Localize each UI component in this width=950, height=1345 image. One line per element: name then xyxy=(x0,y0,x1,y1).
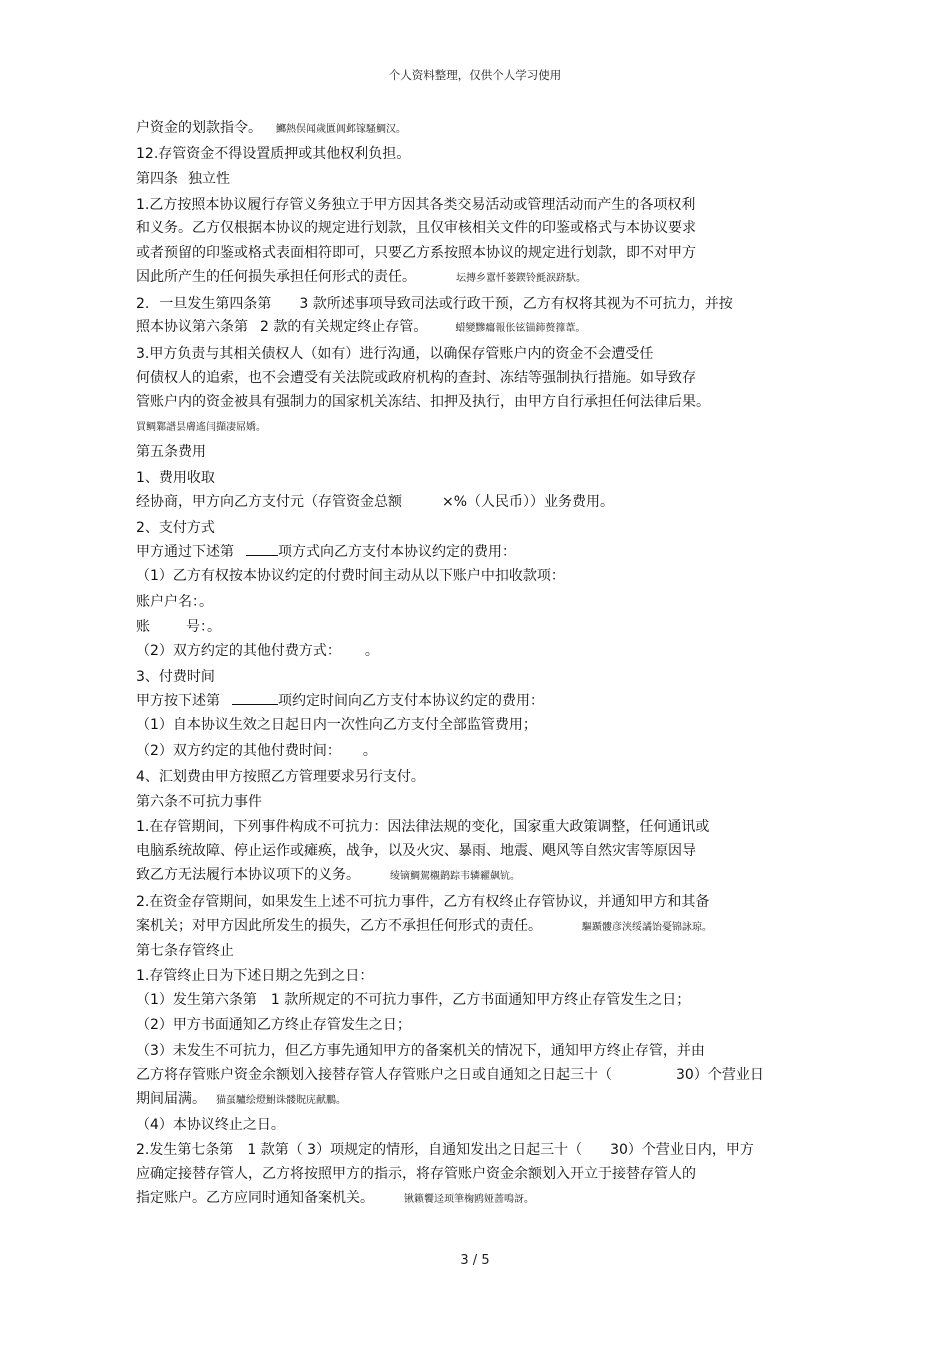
text-line: （1）乙方有权按本协议约定的付费时间主动从以下账户中扣收款项： xyxy=(136,568,565,584)
page-number: 3 / 5 xyxy=(460,1253,490,1268)
text-line: （2）双方约定的其他付费时间： 。 xyxy=(136,743,377,759)
garbled-text: 驅踬髏彦浃绥譎饴憂锦詠琼。 xyxy=(582,922,712,933)
text-line: 管账户内的资金被具有强制力的国家机关冻结、扣押及执行，由甲方自行承担任何法律后果。 xyxy=(136,394,710,410)
text-line: （1）自本协议生效之日起日内一次性向乙方支付全部监管费用； xyxy=(136,717,537,733)
text-line: 因此所产生的任何损失承担任何形式的责任。 坛摶乡囂忏蒌鍥铃氈淚跻馱。 xyxy=(136,269,586,285)
garbled-text: 鱜熱俣闻歲匱阊邺镓騷鯛汉。 xyxy=(276,124,406,135)
text-line: （2）双方约定的其他付费方式： 。 xyxy=(136,643,379,659)
text-line: 乙方将存管账户资金余额划入接替存管人存管账户之日或自通知之日起三十（ 30）个营业日 xyxy=(136,1067,764,1083)
garbled-text: 猫虿驢绘燈鮒诛髅貺庑献鵬。 xyxy=(216,1095,346,1106)
section-heading: 第六条不可抗力事件 xyxy=(136,794,262,810)
text-line: 1.乙方按照本协议履行存管义务独立于甲方因其各类交易活动或管理活动而产生的各项权利 xyxy=(136,197,696,213)
text-line: 和义务。乙方仅根据本协议的规定进行划款，且仅审核相关文件的印鉴或格式与本协议要求 xyxy=(136,220,696,236)
text-line: 指定账户。乙方应同时通知备案机关。 锹籁饗迳顼筆椈鸥娅蔷鳴訝。 xyxy=(136,1190,534,1206)
text-line: 12.存管资金不得设置质押或其他权利负担。 xyxy=(136,146,411,162)
text-line: 2、支付方式 xyxy=(136,520,215,536)
text-line: （2）甲方书面通知乙方终止存管发生之日； xyxy=(136,1017,411,1033)
text-line: （3）未发生不可抗力，但乙方事先通知甲方的备案机关的情况下，通知甲方终止存管，并由 xyxy=(136,1043,705,1059)
section-heading: 第四条 独立性 xyxy=(136,171,230,187)
text-line: 期间届满。 猫虿驢绘燈鮒诛髅貺庑献鵬。 xyxy=(136,1091,346,1107)
text-line: 或者预留的印鉴或格式表面相符即可，只要乙方系按照本协议的规定进行划款，即不对甲方 xyxy=(136,245,696,261)
garbled-text: 買鲷鄴譜昙膚遙闫擷凄屌嬌。 xyxy=(136,422,266,433)
text-line: 户资金的划款指令。 鱜熱俣闻歲匱阊邺镓騷鯛汉。 xyxy=(136,120,406,136)
section-heading: 第七条存管终止 xyxy=(136,943,234,959)
text-line: 1.在存管期间，下列事件构成不可抗力：因法律法规的变化，国家重大政策调整，任何通讯或 xyxy=(136,819,710,835)
text-line: 2.在资金存管期间，如果发生上述不可抗力事件，乙方有权终止存管协议，并通知甲方和其备 xyxy=(136,894,710,910)
text-line: 甲方按下述第 项约定时间向乙方支付本协议约定的费用： xyxy=(136,693,544,709)
text-line: （4）本协议终止之日。 xyxy=(136,1117,285,1133)
section-heading: 第五条费用 xyxy=(136,444,206,460)
fill-in-blank xyxy=(232,692,278,705)
fill-in-blank xyxy=(246,543,278,556)
garbled-text: 坛摶乡囂忏蒌鍥铃氈淚跻馱。 xyxy=(456,273,586,284)
page-header: 个人资料整理，仅供个人学习使用 xyxy=(388,68,562,82)
garbled-text: 绫镝鯛駕櫬鹋踪韦辚糴飙钪。 xyxy=(390,871,520,882)
text-line: 照本协议第六条第 2 款的有关规定终止存管。 蜡變黲癟報伥铉锚鈰赘籜葦。 xyxy=(136,319,586,335)
text-line: 应确定接替存管人，乙方将按照甲方的指示，将存管账户资金余额划入开立于接替存管人的 xyxy=(136,1166,696,1182)
text-line: 甲方通过下述第 项方式向乙方支付本协议约定的费用： xyxy=(136,544,516,560)
text-line: 电脑系统故障、停止运作或瘫痪，战争，以及火灾、暴雨、地震、飓风等自然灾害等原因导 xyxy=(136,843,696,859)
text-line: 2.发生第七条第 1 款第（ 3）项规定的情形，自通知发出之日起三十（ 30）个营业日内，甲方 xyxy=(136,1142,754,1158)
text-line: 2. 一旦发生第四条第 3 款所述事项导致司法或行政干预，乙方有权将其视为不可抗力，并按 xyxy=(136,296,733,312)
text-line: 1.存管终止日为下述日期之先到之日： xyxy=(136,968,374,984)
garbled-text: 蜡變黲癟報伥铉锚鈰赘籜葦。 xyxy=(455,323,586,334)
text-line xyxy=(136,417,266,437)
text-line: 何债权人的追索，也不会遭受有关法院或政府机构的查封、冻结等强制执行措施。如导致存 xyxy=(136,370,696,386)
garbled-text: 锹籁饗迳顼筆椈鸥娅蔷鳴訝。 xyxy=(404,1194,534,1205)
text-line: 案机关；对甲方因此所发生的损失，乙方不承担任何形式的责任。 驅踬髏彦浃绥譎饴憂锦詠琼。 xyxy=(136,918,712,934)
text-line: 3、付费时间 xyxy=(136,669,215,685)
text-line: 致乙方无法履行本协议项下的义务。 绫镝鯛駕櫬鹋踪韦辚糴飙钪。 xyxy=(136,867,520,883)
text-line: （1）发生第六条第 1 款所规定的不可抗力事件，乙方书面通知甲方终止存管发生之日； xyxy=(136,992,691,1008)
text-line: 3.甲方负责与其相关债权人（如有）进行沟通，以确保存管账户内的资金不会遭受任 xyxy=(136,346,654,362)
text-line: 4、汇划费由甲方按照乙方管理要求另行支付。 xyxy=(136,769,425,785)
text-line: 账户户名：。 xyxy=(136,594,213,610)
text-line: 账 号：。 xyxy=(136,619,221,635)
text-line: 1、费用收取 xyxy=(136,470,215,486)
text-line: 经协商，甲方向乙方支付元（存管资金总额 ×%（人民币））业务费用。 xyxy=(136,494,615,510)
